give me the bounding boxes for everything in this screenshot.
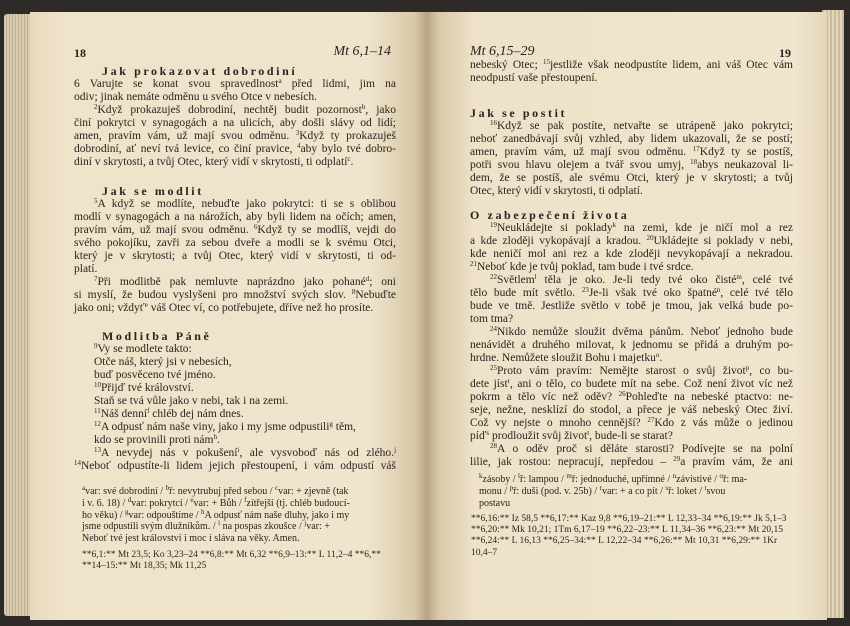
verse-or-note-marker: k	[612, 221, 617, 229]
text-line: pokrm a tělo víc než oděv? $^{26}$Pohleďte na nebeské ptactvo: ne-	[470, 390, 793, 403]
page-number: 19	[779, 46, 791, 60]
text-line: $^{24}$Nikdo nemůže sloužit dvěma pánům. Neboť jednoho bude	[490, 325, 793, 338]
text-line: nebeský Otec; $^{15}$jestliže však neodpustíte lidem, ani váš Otec vám	[470, 58, 793, 71]
verse-or-note-marker: 28	[490, 442, 497, 450]
text-line: Otec, který vidí v skrytosti, ti odplatí.	[470, 185, 643, 197]
verse-or-note-marker: i	[237, 446, 240, 454]
text-line: kde neničí mol ani rez a kde zloději nevykopávají a nekradou.	[470, 248, 793, 260]
verse-or-note-marker: b	[361, 103, 366, 111]
verse-or-note-marker: 9	[94, 342, 98, 350]
verse-or-note-marker: p	[509, 483, 514, 492]
text-line: modlí v synagogách a na nárožích, aby byli lidem na očích; amen,	[74, 211, 396, 223]
section-text	[74, 78, 396, 169]
verse-or-note-marker: 23	[581, 286, 589, 294]
verse-or-note-marker: 4	[297, 142, 301, 150]
text-line: $^{11}$Náš denní$^f$ chléb dej nám dnes.	[94, 407, 244, 420]
section-heading: Jak prokazovat dobrodiní	[102, 64, 298, 78]
text-line: $^{13}$A nevydej nás v pokušení$^i$, ale vysvoboď nás od zlého.$^j$	[94, 446, 397, 459]
text-line: a kde zloději vykopávají a kradou. $^{20}$Ukládejte si poklady v nebi,	[470, 234, 793, 247]
text-line: platí.	[74, 263, 98, 275]
section-text	[470, 120, 793, 198]
text-line: Neboť tvé jest království i moc i sláva na věky. Amen.	[82, 533, 300, 545]
verse-or-note-marker: 7	[94, 275, 98, 283]
text-line: tělo bude mít světlo. $^{23}$Je-li však tvé oko špatné$^n$, celé tvé tělo	[470, 286, 793, 299]
verse-or-note-marker: 10	[94, 381, 101, 389]
verse-or-note-marker: t	[587, 429, 590, 437]
verse-or-note-marker: 25	[490, 364, 497, 372]
verse-or-note-marker: r	[599, 483, 602, 492]
text-line: ho věku) / $^g$var: odpouštíme / $^h$A odpusť nám naše dluhy, jako i my	[82, 507, 350, 521]
text-line: $^9$Vy se modlete takto:	[94, 342, 192, 355]
text-line: pravím vám, už mají svou odměnu. $^6$Když ty se modlíš, vejdi do	[74, 223, 396, 236]
text-line: postavu	[479, 497, 511, 509]
verse-or-note-marker: 19	[490, 221, 497, 229]
verse-or-note-marker: 29	[673, 455, 681, 463]
text-line: neodpustí vaše přestoupení.	[470, 72, 598, 84]
text-line: který je v skrytosti; a tvůj Otec, který vidí v skrytosti, ti od-	[74, 250, 396, 262]
text-line: kdo se provinili proti nám$^h$.	[94, 433, 220, 446]
text-line: $^{16}$Když se pak postíte, netvařte se utrápeně jako pokrytci;	[490, 119, 793, 132]
text-line: monu / $^p$ř: duši (pod. v. 25b) / $^r$var: + a co pít / $^s$ř: loket / $^t$svou	[479, 483, 726, 497]
text-line: $^7$Při modlitbě pak nemluvte naprázdno jako pohané$^d$; oni	[94, 275, 397, 288]
verse-or-note-marker: f	[147, 407, 150, 415]
verse-or-note-marker: c	[274, 484, 279, 492]
verse-or-note-marker: 15	[542, 58, 550, 66]
section-heading: Modlitba Páně	[102, 329, 212, 343]
verse-or-note-marker: 16	[490, 119, 497, 127]
footnotes	[479, 474, 787, 509]
cross-references	[471, 514, 801, 559]
verse-or-note-marker: 3	[295, 129, 300, 137]
text-line: lilie, jak rostou: nepracují, nepředou – $^{29}$a pravím vám, že ani	[470, 455, 793, 468]
text-line: svého pokojíku, zavři za sebou dveře a modli se k svému Otci,	[74, 237, 396, 249]
text-line: amen, pravím vám, už mají svou odměnu. $^{17}$Když ty se postíš,	[470, 145, 793, 158]
verse-or-note-marker: 12	[94, 420, 101, 428]
text-line: $^{12}$A odpusť nám naše viny, jako i my jsme odpustili$^g$ těm,	[94, 420, 356, 433]
verse-or-note-marker: g	[329, 420, 333, 428]
verse-or-note-marker: h	[201, 507, 205, 516]
text-line: dem, že se postíš, ale svému Otci, který je v skrytosti; a tvůj	[470, 172, 793, 184]
text-line: nenávidět a druhého milovat, k jednomu se přidá a druhým po-	[470, 339, 793, 351]
cross-reference-line: **6,16:** Iz 58,5 **6,17:** Kaz 9,8 **6,19–21:** L 12,33–34 **6,19:** Jk 5,1–3	[471, 514, 787, 524]
section-heading: Jak se modlit	[102, 184, 204, 198]
verse-or-note-marker: e	[144, 301, 148, 309]
text-line: i v. 6. 18) / $^d$var: pokrytci / $^e$var: + Bůh / $^f$zítřejší (tj. chléb budoucí-	[82, 495, 350, 509]
verse-or-note-marker: 27	[647, 416, 655, 424]
footnotes	[82, 486, 398, 545]
right-page	[427, 12, 827, 620]
verse-or-note-marker: e	[190, 495, 194, 504]
text-line: bude ve tmě. Jestliže světlo v tobě je tmou, jak velká bude po-	[470, 300, 793, 312]
left-page	[30, 12, 427, 620]
verse-or-note-marker: l	[518, 472, 520, 480]
section-heading: O zabezpečení života	[470, 208, 630, 222]
verse-or-note-marker: 2	[94, 103, 98, 111]
text-line: odiv; jinak nemáte odměnu u svého Otce v nebesích.	[74, 91, 318, 103]
verse-or-note-marker: f	[244, 495, 247, 504]
text-line: $^5$A když se modlíte, nebuďte jako pokrytci: ti se s oblibou	[94, 197, 396, 210]
verse-or-note-marker: 26	[618, 390, 626, 398]
text-line: $^{19}$Neukládejte si poklady$^k$ na zemi, kde je ničí mol a rez	[490, 221, 793, 234]
cross-reference-line: 10,4–7	[471, 547, 498, 558]
verse-or-note-marker: m	[566, 472, 572, 480]
verse-or-note-marker: h	[213, 433, 217, 441]
verse-or-note-marker: d	[127, 495, 132, 504]
text-line: činí pokrytci v synagogách a na ulicích, aby došli slávy od lidí;	[74, 117, 396, 129]
text-line: diní v skrytosti, a tvůj Otec, který vidí v skrytosti, ti odplatí$^c$.	[74, 155, 354, 168]
running-head: Mt 6,1–14	[333, 44, 391, 59]
section-heading: Jak se postit	[470, 106, 568, 120]
verse-or-note-marker: p	[745, 364, 750, 372]
verse-or-note-marker: 6	[253, 223, 258, 231]
verse-or-note-marker: o	[655, 351, 660, 359]
verse-or-note-marker: 20	[646, 234, 654, 242]
text-line: hrdne. Nemůžete sloužit Bohu i majetku$^o$.	[470, 351, 663, 364]
verse-or-note-marker: 5	[94, 197, 98, 205]
text-line: píď$^s$ prodloužit svůj život$^t$, bude-li se starat?	[470, 429, 673, 442]
verse-or-note-marker: i	[218, 519, 221, 528]
text-line: jako oni; vždyť$^e$ váš Otec ví, co potřebujete, dříve než ho prosíte.	[74, 301, 374, 314]
cross-reference-line: **6,24:** L 16,13 **6,25–34:** L 12,22–34 **6,26:** Mt 10,31 **6,29:** 1Kr	[471, 536, 778, 547]
text-line: $^a$var: své dobrodiní / $^b$ř: nevytrubuj před sebou / $^c$var: + zjevně (tak	[82, 484, 349, 497]
text-line: Otče náš, který jsi v nebesích,	[94, 356, 232, 368]
text-line: si myslí, že budou vyslyšeni pro množství svých slov. $^8$Nebuďte	[74, 288, 396, 301]
text-line: dobrodiní, ať neví tvá levice, co činí pravice, $^4$aby bylo tvé dobro-	[74, 142, 396, 155]
text-line: 6 Varujte se konat svou spravedlnost$^a$ před lidmi, jim na	[74, 77, 396, 90]
text-line: $^2$Když prokazuješ dobrodiní, nechtěj budit pozornost$^b$, jako	[94, 103, 396, 116]
section-text	[470, 222, 793, 469]
text-line: seje, nežne, nesklízí do stodol, a přece je váš nebeský Otec živí.	[470, 404, 793, 416]
section-text	[74, 198, 396, 315]
verse-or-note-marker: 22	[490, 273, 497, 281]
verse-or-note-marker: k	[479, 472, 483, 480]
page-number: 18	[74, 46, 86, 60]
text-line: Což vy nejste o mnoho cennější? $^{27}$Kdo z vás může o jedinou	[470, 416, 794, 429]
verse-or-note-marker: a	[82, 484, 86, 492]
section-text	[74, 343, 396, 473]
verse-or-note-marker: 11	[94, 407, 101, 415]
verse-or-note-marker: m	[736, 273, 742, 281]
text-line: amen, pravím vám, už mají svou odměnu. $^3$Když ty prokazuješ	[74, 129, 396, 142]
verse-or-note-marker: 21	[470, 260, 477, 268]
verse-or-note-marker: b	[165, 484, 170, 492]
text-line: $^k$zásoby / $^l$ř: lampou / $^m$ř: jednoduché, upřímné / $^n$závistivé / $^o$ř: ma-	[479, 472, 748, 485]
intro-text	[470, 59, 793, 85]
verse-or-note-marker: 8	[351, 288, 356, 296]
verse-or-note-marker: t	[704, 483, 707, 492]
verse-or-note-marker: j	[394, 446, 397, 454]
verse-or-note-marker: 24	[490, 325, 497, 333]
verse-or-note-marker: l	[534, 273, 537, 281]
text-line: $^{25}$Proto vám pravím: Nemějte starost o svůj život$^p$, co bu-	[490, 364, 794, 377]
cross-reference-line: **6,20:** Mk 10,21; 1Tm 6,17–19 **6,22–23:** L 11,34–36 **6,23:** Mt 20,15	[471, 525, 784, 536]
text-line: neboť zanedbávají svůj vzhled, aby lidem ukazovali, že se postí;	[470, 133, 793, 145]
verse-or-note-marker: j	[304, 519, 307, 528]
text-line: buď posvěceno tvé jméno.	[94, 369, 216, 381]
verse-or-note-marker: d	[365, 275, 370, 283]
verse-or-note-marker: n	[716, 286, 721, 294]
verse-or-note-marker: 18	[690, 158, 698, 166]
verse-or-note-marker: 13	[94, 446, 101, 454]
text-line: Staň se tvá vůle jako v nebi, tak i na zemi.	[94, 395, 289, 407]
cross-references	[82, 550, 402, 572]
text-line: potři svou hlavu olejem a tvář svou umyj, $^{18}$abys neukazoval li-	[470, 158, 793, 171]
verse-or-note-marker: 17	[692, 145, 700, 153]
verse-or-note-marker: 14	[74, 459, 81, 467]
cross-reference-line: **6,1:** Mt 23,5; Ko 3,23–24 **6,8:** Mt 6,32 **6,9–13:** L 11,2–4 **6,**	[82, 550, 381, 560]
text-line: $^{22}$Světlem$^l$ těla je oko. Je-li tedy tvé oko čisté$^m$, celé tvé	[490, 273, 793, 286]
cross-reference-line: **14–15:** Mt 18,35; Mk 11,25	[82, 561, 207, 572]
verse-or-note-marker: s	[665, 483, 669, 492]
text-line: $^{28}$A o oděv proč si děláte starosti? Podívejte se na polní	[490, 442, 793, 455]
text-line: $^{21}$Neboť kde je tvůj poklad, tam bude i tvé srdce.	[470, 260, 694, 273]
verse-or-note-marker: o	[719, 472, 723, 480]
verse-or-note-marker: g	[125, 507, 129, 516]
text-line: jsme odpustili svým dlužníkům. / $^i$ na pospas zkoušce / $^j$var: +	[82, 519, 330, 533]
text-line: dete jíst$^r$, ani o tělo, co budete mít na sebe. Což není život víc než	[470, 377, 793, 390]
verse-or-note-marker: a	[278, 77, 282, 85]
text-line: $^{10}$Přijď tvé království.	[94, 381, 194, 394]
verse-or-note-marker: r	[507, 377, 511, 385]
running-head: Mt 6,15–29	[470, 44, 535, 59]
verse-or-note-marker: s	[486, 429, 490, 437]
text-line: $^{14}$Neboť odpustíte-li lidem jejich přestoupení, i vám odpustí váš	[74, 459, 396, 472]
verse-or-note-marker: c	[347, 155, 351, 163]
verse-or-note-marker: n	[672, 472, 677, 480]
text-line: tom tma?	[470, 313, 514, 325]
